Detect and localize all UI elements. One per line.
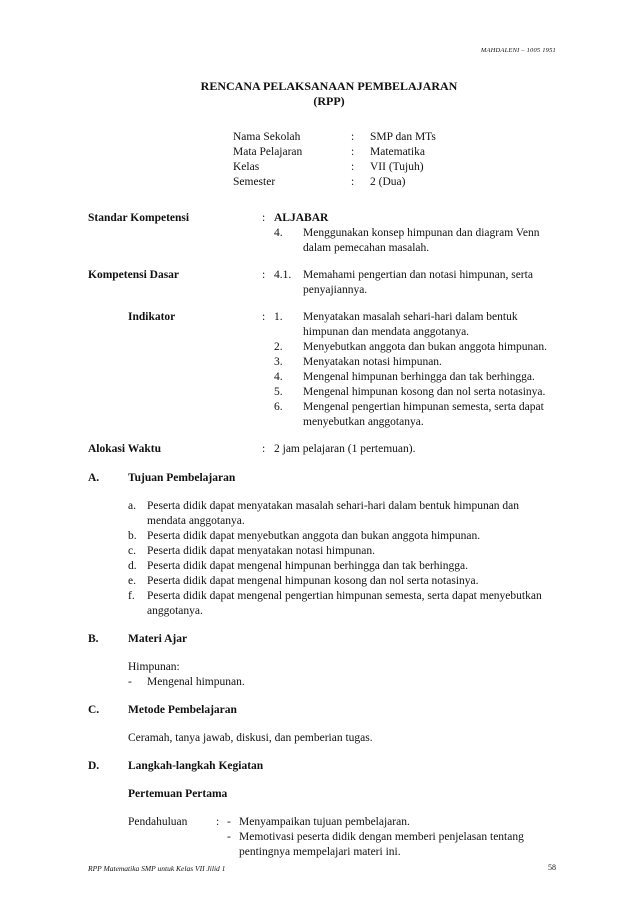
pendahuluan-item: pentingnya mempelajari materi ini. bbox=[239, 846, 401, 858]
alokasi-colon: : bbox=[262, 443, 266, 455]
section-b-letter: B. bbox=[88, 633, 99, 645]
standar-text-2: dalam pemecahan masalah. bbox=[303, 242, 430, 254]
indikator-num: 2. bbox=[274, 341, 283, 353]
indikator-text: Mengenal himpunan berhingga dan tak berhingga. bbox=[303, 371, 535, 383]
indikator-text: himpunan dan mendata anggotanya. bbox=[303, 326, 470, 338]
standar-colon: : bbox=[262, 212, 266, 224]
standar-num: 4. bbox=[274, 227, 283, 239]
kompetensi-colon: : bbox=[262, 269, 266, 281]
indikator-num: 4. bbox=[274, 371, 283, 383]
section-b-title: Materi Ajar bbox=[128, 633, 188, 645]
meta-sep: : bbox=[351, 161, 355, 173]
metode-text: Ceramah, tanya jawab, diskusi, dan pemberian tugas. bbox=[128, 732, 373, 744]
meta-value: SMP dan MTs bbox=[370, 131, 436, 143]
meta-row-semester bbox=[233, 175, 563, 190]
indikator-text: Menyatakan notasi himpunan. bbox=[303, 356, 442, 368]
indikator-num: 3. bbox=[274, 356, 283, 368]
pendahuluan-item: Memotivasi peserta didik dengan memberi penjelasan tentang bbox=[239, 831, 524, 843]
list-item: Peserta didik dapat mengenal himpunan kosong dan nol serta notasinya. bbox=[147, 575, 479, 587]
indikator-num: 5. bbox=[274, 386, 283, 398]
title-line-2: (RPP) bbox=[313, 94, 345, 108]
list-item: Peserta didik dapat menyatakan notasi himpunan. bbox=[147, 545, 376, 557]
materi-dash: - bbox=[128, 676, 132, 688]
materi-text: Himpunan: bbox=[128, 661, 180, 673]
list-item-letter: d. bbox=[128, 560, 137, 572]
pendahuluan-colon: : bbox=[216, 816, 220, 828]
meta-sep: : bbox=[351, 131, 355, 143]
alokasi-label: Alokasi Waktu bbox=[88, 443, 161, 455]
list-item-letter: a. bbox=[128, 500, 136, 512]
list-item-letter: b. bbox=[128, 530, 137, 542]
standar-text-1: Menggunakan konsep himpunan dan diagram Venn bbox=[303, 227, 540, 239]
pendahuluan-dash: - bbox=[227, 831, 231, 843]
list-item: Peserta didik dapat mengenal himpunan berhingga dan tak berhingga. bbox=[147, 560, 468, 572]
meta-row-school bbox=[233, 130, 563, 145]
meta-sep: : bbox=[351, 146, 355, 158]
pendahuluan-label: Pendahuluan bbox=[128, 816, 188, 828]
indikator-text: menyebutkan anggotanya. bbox=[303, 416, 424, 428]
indikator-text: Mengenal himpunan kosong dan nol serta notasinya. bbox=[303, 386, 546, 398]
list-item: Peserta didik dapat menyebutkan anggota dan bukan anggota himpunan. bbox=[147, 530, 481, 542]
section-d-letter: D. bbox=[88, 760, 100, 772]
list-item-letter: c. bbox=[128, 545, 136, 557]
document-title bbox=[0, 79, 638, 109]
kompetensi-label: Kompetensi Dasar bbox=[88, 269, 180, 281]
kompetensi-text-1: Memahami pengertian dan notasi himpunan, serta bbox=[303, 269, 533, 281]
header-author: MAHDALENI – 1005 1951 bbox=[480, 47, 556, 54]
list-item: anggotanya. bbox=[147, 605, 203, 617]
indikator-label: Indikator bbox=[128, 311, 176, 323]
meta-row-subject bbox=[233, 145, 563, 160]
indikator-num: 6. bbox=[274, 401, 283, 413]
meta-key: Semester bbox=[233, 176, 276, 188]
section-c-title: Metode Pembelajaran bbox=[128, 704, 237, 716]
meta-key: Kelas bbox=[233, 161, 260, 173]
meta-row-class bbox=[233, 160, 563, 175]
indikator-num: 1. bbox=[274, 311, 283, 323]
standar-topic: ALJABAR bbox=[274, 212, 329, 224]
meta-key: Mata Pelajaran bbox=[233, 146, 303, 158]
materi-item: Mengenal himpunan. bbox=[147, 676, 245, 688]
section-d-title: Langkah-langkah Kegiatan bbox=[128, 760, 264, 772]
list-item-letter: e. bbox=[128, 575, 136, 587]
indikator-text: Menyatakan masalah sehari-hari dalam bentuk bbox=[303, 311, 518, 323]
list-item: Peserta didik dapat menyatakan masalah sehari-hari dalam bentuk himpunan dan bbox=[147, 500, 520, 512]
meta-value: 2 (Dua) bbox=[370, 176, 406, 188]
section-c-letter: C. bbox=[88, 704, 100, 716]
meta-sep: : bbox=[351, 176, 355, 188]
meta-value: Matematika bbox=[370, 146, 425, 158]
indikator-text: Menyebutkan anggota dan bukan anggota himpunan. bbox=[303, 341, 547, 353]
pendahuluan-dash: - bbox=[227, 816, 231, 828]
section-d-subtitle: Pertemuan Pertama bbox=[128, 788, 228, 800]
footer-title: RPP Matematika SMP untuk Kelas VII Jilid 1 bbox=[88, 864, 226, 873]
indikator-colon: : bbox=[262, 311, 266, 323]
section-a-title: Tujuan Pembelajaran bbox=[128, 472, 236, 484]
meta-value: VII (Tujuh) bbox=[370, 161, 424, 173]
kompetensi-text-2: penyajiannya. bbox=[303, 284, 368, 296]
list-item: Peserta didik dapat mengenal pengertian himpunan semesta, serta dapat menyebutkan bbox=[147, 590, 542, 602]
meta-key: Nama Sekolah bbox=[233, 131, 301, 143]
list-item: mendata anggotanya. bbox=[147, 515, 245, 527]
kompetensi-num: 4.1. bbox=[274, 269, 292, 281]
title-line-1: RENCANA PELAKSANAAN PEMBELAJARAN bbox=[200, 79, 458, 93]
section-a-letter: A. bbox=[88, 472, 100, 484]
alokasi-value: 2 jam pelajaran (1 pertemuan). bbox=[274, 443, 416, 455]
standar-label: Standar Kompetensi bbox=[88, 212, 190, 224]
pendahuluan-item: Menyampaikan tujuan pembelajaran. bbox=[239, 816, 410, 828]
list-item-letter: f. bbox=[128, 590, 135, 602]
page-number: 58 bbox=[548, 863, 556, 872]
indikator-text: Mengenal pengertian himpunan semesta, serta dapat bbox=[303, 401, 544, 413]
